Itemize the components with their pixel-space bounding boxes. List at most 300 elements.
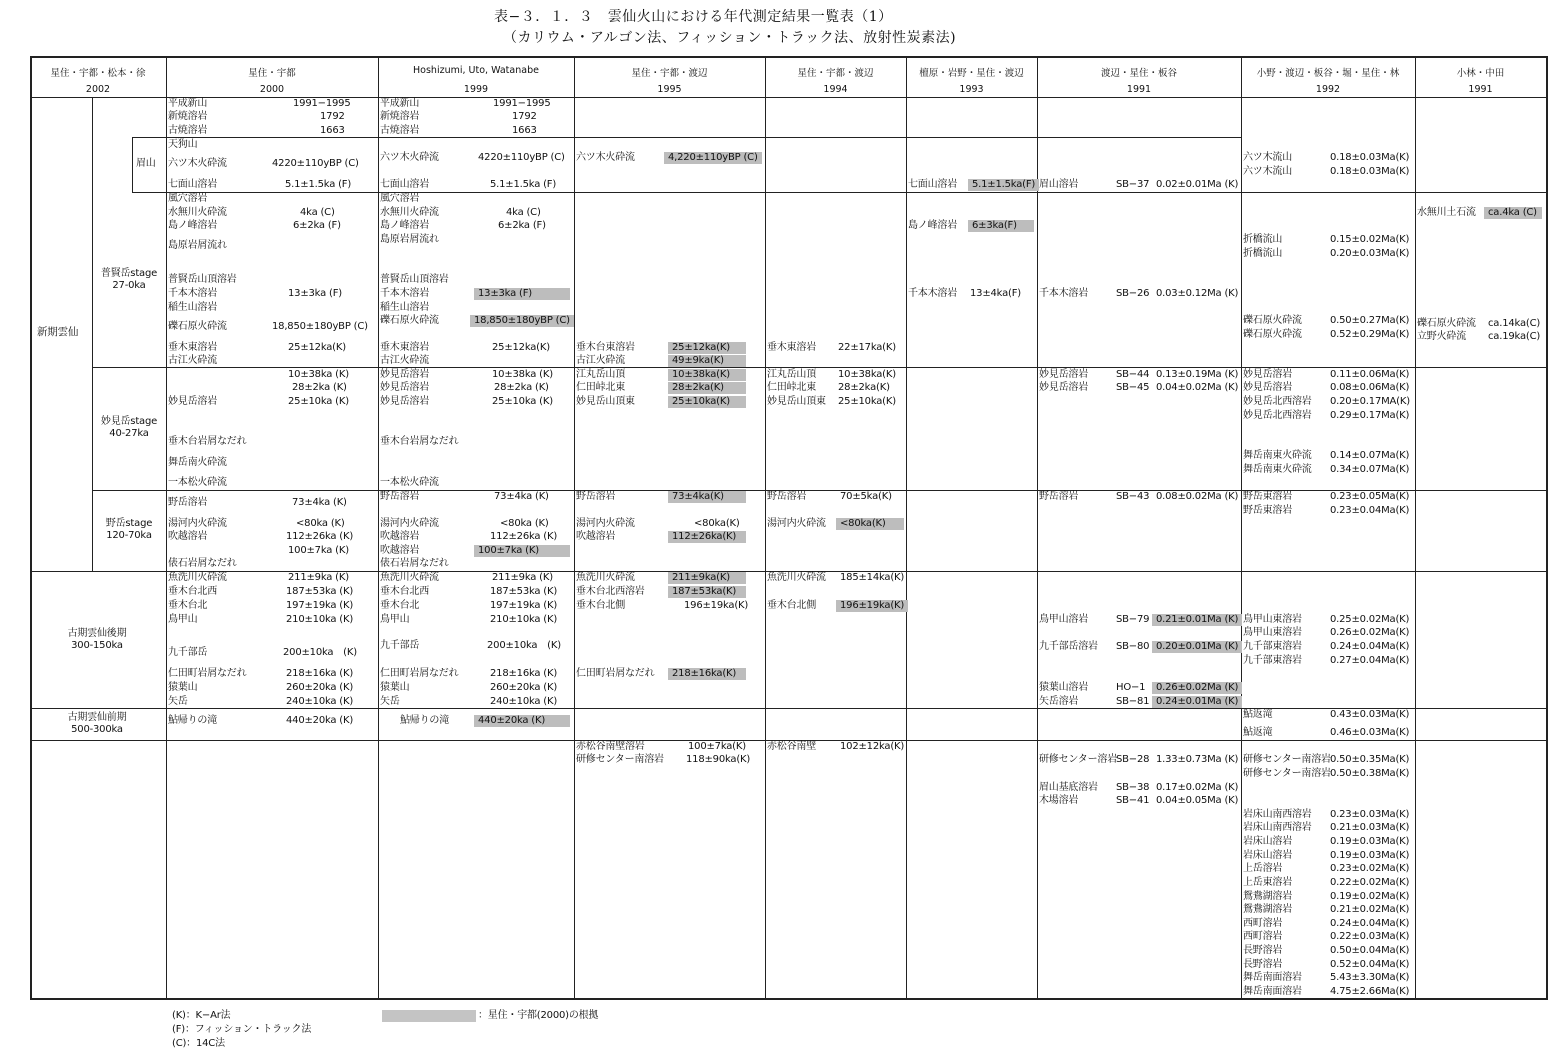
table-cell: 200±10ka (K) <box>283 647 357 658</box>
table-cell: ca.14ka(C) <box>1488 318 1541 329</box>
table-cell: 0.08±0.06Ma(K) <box>1330 382 1410 393</box>
table-cell: 100±7ka (K) <box>288 545 349 556</box>
table-cell: 水無川火砕流 <box>380 207 439 218</box>
table-cell: 鳥甲山 <box>380 614 410 625</box>
table-cell: 0.18±0.03Ma(K) <box>1330 152 1410 163</box>
table-cell: 研修センター南溶岩 <box>1243 754 1331 765</box>
table-cell: 25±12ka(K) <box>492 342 550 353</box>
table-cell: 岩床山溶岩 <box>1243 850 1292 861</box>
table-cell: 0.25±0.02Ma(K) <box>1330 614 1410 625</box>
table-cell: 1991−1995 <box>293 98 351 109</box>
table-cell: 112±26ka (K) <box>490 531 558 542</box>
table-cell: 野岳溶岩 <box>576 491 616 502</box>
table-cell: 舞岳南火砕流 <box>168 457 227 468</box>
table-cell: 0.13±0.19Ma (K) <box>1156 369 1239 380</box>
table-cell: 妙見岳溶岩 <box>168 396 217 407</box>
table-cell: 垂木台北西溶岩 <box>576 586 645 597</box>
table-cell: 一本松火砕流 <box>380 477 439 488</box>
table-cell: 1663 <box>320 125 345 136</box>
table-cell: 天狗山 <box>168 139 198 150</box>
table-cell: 普賢岳山頂溶岩 <box>380 274 449 285</box>
table-cell: 440±20ka (K) <box>286 715 354 726</box>
table-cell: 礫石原火砕流 <box>1417 318 1476 329</box>
table-cell: 野岳溶岩 <box>767 491 807 502</box>
table-cell: 240±10ka (K) <box>286 696 354 707</box>
mayuyama-divider <box>132 137 133 193</box>
table-cell: 古江火砕流 <box>168 355 217 366</box>
table-cell: 折橋流山 <box>1243 234 1283 245</box>
table-cell: 岩床山溶岩 <box>1243 836 1292 847</box>
header-divider <box>30 97 1546 98</box>
table-cell: 218±16ka (K) <box>490 668 558 679</box>
table-cell: 古江火砕流 <box>576 355 625 366</box>
table-cell: 矢岳溶岩 <box>1039 696 1079 707</box>
table-cell: <80ka (K) <box>296 518 345 529</box>
table-cell: SB−28 <box>1116 754 1150 765</box>
table-cell: 鮎帰りの滝 <box>400 715 449 726</box>
table-cell: 0.27±0.04Ma(K) <box>1330 655 1410 666</box>
table-cell: 0.19±0.03Ma(K) <box>1330 836 1410 847</box>
table-cell: 垂木台東溶岩 <box>576 342 635 353</box>
table-cell: 鴛鴦湖溶岩 <box>1243 891 1292 902</box>
table-cell: 211±9ka (K) <box>288 572 349 583</box>
table-cell: 九千部岳 <box>168 647 208 658</box>
table-cell: 魚洗川火砕流 <box>380 572 439 583</box>
table-cell: 鮎返滝 <box>1243 709 1273 720</box>
table-cell: 島原岩屑流れ <box>168 240 227 251</box>
table-cell: 魚洗川火砕流 <box>767 572 826 583</box>
column-divider <box>765 56 766 998</box>
table-cell: 0.20±0.03Ma(K) <box>1330 248 1410 259</box>
table-cell-highlighted: <80ka(K) <box>836 518 904 530</box>
table-cell: 5.1±1.5ka (F) <box>285 179 352 190</box>
table-cell: 6±2ka (F) <box>293 220 341 231</box>
table-cell: 吹越溶岩 <box>380 531 420 542</box>
column-divider <box>1415 56 1416 998</box>
column-header-authors: 渡辺・星住・板谷 <box>1100 68 1177 79</box>
table-cell: 垂木台北 <box>168 600 208 611</box>
table-cell: 稲生山溶岩 <box>380 302 429 313</box>
stage-subdivider <box>92 97 93 572</box>
table-cell: 水無川土石流 <box>1417 207 1476 218</box>
table-cell: 島原岩屑流れ <box>380 234 439 245</box>
table-cell: 平成新山 <box>168 98 208 109</box>
table-cell: 垂木台北西 <box>380 586 429 597</box>
table-cell: 0.02±0.01Ma (K) <box>1156 179 1239 190</box>
table-cell-highlighted: 0.24±0.01Ma (K) <box>1152 696 1242 708</box>
table-cell: 196±19ka(K) <box>684 600 749 611</box>
table-cell: 古焼溶岩 <box>168 125 208 136</box>
stage-mayuyama-label: 眉山 <box>136 158 156 169</box>
table-cell-highlighted: 440±20ka (K) <box>474 715 570 727</box>
table-cell: 千本木溶岩 <box>908 288 957 299</box>
table-cell: 湯河内火砕流 <box>767 518 826 529</box>
table-cell: 200±10ka (K) <box>487 640 561 651</box>
table-cell: 0.04±0.05Ma (K) <box>1156 795 1239 806</box>
table-border-bottom <box>30 998 1546 1000</box>
table-cell: 13±4ka(F) <box>970 288 1021 299</box>
table-cell: SB−79 <box>1116 614 1150 625</box>
table-cell: 197±19ka (K) <box>490 600 558 611</box>
table-cell: 稲生山溶岩 <box>168 302 217 313</box>
column-divider <box>906 56 907 998</box>
table-cell: 0.14±0.07Ma(K) <box>1330 450 1410 461</box>
table-cell: 一本松火砕流 <box>168 477 227 488</box>
table-cell: 0.26±0.02Ma(K) <box>1330 627 1410 638</box>
table-cell: 野岳東溶岩 <box>1243 491 1292 502</box>
table-cell: 礫石原火砕流 <box>1243 329 1302 340</box>
table-cell: 0.34±0.07Ma(K) <box>1330 464 1410 475</box>
table-cell: 垂木台岩屑なだれ <box>380 436 459 447</box>
table-cell: 4ka (C) <box>300 207 335 218</box>
table-cell: 俵石岩屑なだれ <box>380 558 449 569</box>
table-cell-highlighted: 49±9ka(K) <box>668 355 746 367</box>
table-cell: SB−26 <box>1116 288 1150 299</box>
table-cell: 舞岳南東火砕流 <box>1243 450 1312 461</box>
table-cell-highlighted: 10±38ka(K) <box>668 369 746 381</box>
table-cell-highlighted: 25±12ka(K) <box>668 342 746 354</box>
table-cell: 吹越溶岩 <box>380 545 420 556</box>
table-cell-highlighted: 0.20±0.01Ma (K) <box>1152 641 1242 653</box>
table-cell: 眉山溶岩 <box>1039 179 1079 190</box>
stage-koki-late-label: 古期雲仙後期 300-150ka <box>67 628 127 651</box>
table-cell: 垂木台北側 <box>576 600 625 611</box>
table-cell: 10±38ka (K) <box>288 369 349 380</box>
table-cell: 0.23±0.05Ma(K) <box>1330 491 1410 502</box>
table-cell: 長野溶岩 <box>1243 945 1283 956</box>
table-cell: 0.11±0.06Ma(K) <box>1330 369 1410 380</box>
table-cell: 0.19±0.03Ma(K) <box>1330 850 1410 861</box>
table-cell: 鳥甲山 <box>168 614 198 625</box>
table-cell: 礫石原火砕流 <box>1243 315 1302 326</box>
table-cell: 4220±110yBP (C) <box>478 152 565 163</box>
table-cell: 妙見岳北西溶岩 <box>1243 410 1312 421</box>
table-cell: 仁田峠北東 <box>767 382 816 393</box>
table-cell: 妙見岳山頂東 <box>767 396 826 407</box>
table-cell: 25±10ka(K) <box>838 396 896 407</box>
table-cell: 0.43±0.03Ma(K) <box>1330 709 1410 720</box>
table-cell: 古焼溶岩 <box>380 125 420 136</box>
table-cell: 仁田町岩屑なだれ <box>380 668 459 679</box>
column-header-year: 1995 <box>657 84 682 95</box>
table-cell: 0.50±0.27Ma(K) <box>1330 315 1410 326</box>
table-cell: 江丸岳山頂 <box>767 369 816 380</box>
table-cell: 九千部岳溶岩 <box>1039 641 1098 652</box>
table-cell-highlighted: 218±16ka(K) <box>668 668 746 680</box>
table-cell: <80ka(K) <box>694 518 740 529</box>
legend-method-c: (C)：14C法 <box>172 1038 225 1049</box>
table-cell: 舞岳南面溶岩 <box>1243 986 1302 997</box>
table-cell: 風穴溶岩 <box>168 193 208 204</box>
table-cell: 島ノ峰溶岩 <box>908 220 957 231</box>
table-cell: 鮎帰りの滝 <box>168 715 217 726</box>
table-cell: 187±53ka (K) <box>490 586 558 597</box>
table-cell: 鳥甲山東溶岩 <box>1243 627 1302 638</box>
column-divider <box>1241 56 1242 998</box>
table-cell: 六ツ木火砕流 <box>168 158 227 169</box>
table-cell: 妙見岳溶岩 <box>380 382 429 393</box>
row-divider <box>132 192 1546 193</box>
table-cell: 新焼溶岩 <box>380 111 420 122</box>
table-cell: 六ツ木火砕流 <box>576 152 635 163</box>
table-cell-highlighted: 28±2ka(K) <box>668 382 746 394</box>
table-border-right <box>1546 56 1548 1000</box>
table-cell: 千本木溶岩 <box>168 288 217 299</box>
table-subtitle: （カリウム・アルゴン法、フィッション・トラック法、放射性炭素法) <box>503 30 957 46</box>
table-cell: 普賢岳山頂溶岩 <box>168 274 237 285</box>
table-cell: 俵石岩屑なだれ <box>168 558 237 569</box>
table-cell: 118±90ka(K) <box>686 754 751 765</box>
table-cell: 水無川火砕流 <box>168 207 227 218</box>
table-cell: 九千部岳 <box>380 640 420 651</box>
table-cell-highlighted: 0.26±0.02Ma (K) <box>1152 682 1242 694</box>
table-cell: 0.18±0.03Ma(K) <box>1330 166 1410 177</box>
table-cell: 4ka (C) <box>506 207 541 218</box>
table-cell-highlighted: 100±7ka (K) <box>474 545 570 557</box>
table-cell: 妙見岳溶岩 <box>380 396 429 407</box>
table-cell: 112±26ka (K) <box>286 531 354 542</box>
column-divider <box>166 56 167 998</box>
table-cell: 仁田町岩屑なだれ <box>168 668 247 679</box>
column-divider <box>574 56 575 998</box>
table-cell: 鴛鴦湖溶岩 <box>1243 904 1292 915</box>
table-cell: 0.21±0.03Ma(K) <box>1330 822 1410 833</box>
table-cell: 礫石原火砕流 <box>380 315 439 326</box>
table-cell: 西町溶岩 <box>1243 931 1283 942</box>
column-header-authors: 小野・渡辺・板谷・堀・星住・林 <box>1256 68 1400 79</box>
table-cell: 4220±110yBP (C) <box>272 158 359 169</box>
table-cell: 鳥甲山東溶岩 <box>1243 614 1302 625</box>
table-cell: 0.04±0.02Ma (K) <box>1156 382 1239 393</box>
table-cell: 28±2ka(K) <box>838 382 890 393</box>
stage-shinki-label: 新期雲仙 <box>37 326 79 338</box>
table-cell: ca.19ka(C) <box>1488 331 1541 342</box>
table-cell: 0.20±0.17MA(K) <box>1330 396 1410 407</box>
table-cell: <80ka (K) <box>500 518 549 529</box>
table-cell-highlighted: 4,220±110yBP (C) <box>664 152 762 164</box>
table-cell: 197±19ka (K) <box>286 600 354 611</box>
table-cell: 岩床山南西溶岩 <box>1243 822 1312 833</box>
table-cell: 赤松谷南壁 <box>767 741 816 752</box>
column-header-year: 1991 <box>1468 84 1493 95</box>
table-cell-highlighted: 187±53ka(K) <box>668 586 746 598</box>
table-cell: 73±4ka (K) <box>292 497 347 508</box>
table-border-top <box>30 56 1546 58</box>
table-cell: 垂木台北 <box>380 600 420 611</box>
legend-shade-swatch <box>382 1010 476 1022</box>
table-cell: 新焼溶岩 <box>168 111 208 122</box>
table-cell: 0.50±0.04Ma(K) <box>1330 945 1410 956</box>
table-cell: SB−43 <box>1116 491 1150 502</box>
table-cell: 22±17ka(K) <box>838 342 896 353</box>
table-cell: 島ノ峰溶岩 <box>380 220 429 231</box>
table-cell: 25±10ka (K) <box>492 396 553 407</box>
table-cell: 立野火砕流 <box>1417 331 1466 342</box>
table-cell: 九千部東溶岩 <box>1243 655 1302 666</box>
table-cell: SB−45 <box>1116 382 1150 393</box>
table-cell-highlighted: 5.1±1.5ka(F) <box>968 179 1039 191</box>
table-cell: 鳥甲山溶岩 <box>1039 614 1088 625</box>
table-cell: 1663 <box>512 125 537 136</box>
table-cell: 矢岳 <box>380 696 400 707</box>
table-cell: 妙見岳溶岩 <box>1039 382 1088 393</box>
table-cell: 0.22±0.03Ma(K) <box>1330 931 1410 942</box>
table-cell: 1792 <box>320 111 345 122</box>
table-cell: 垂木台北西 <box>168 586 217 597</box>
column-header-year: 2002 <box>85 84 111 95</box>
table-cell: 240±10ka (K) <box>490 696 558 707</box>
table-cell: 260±20ka (K) <box>490 682 558 693</box>
table-cell: 5.1±1.5ka (F) <box>490 179 557 190</box>
column-header-authors: 星住・宇都・渡辺 <box>631 68 708 79</box>
table-cell: 六ツ木火砕流 <box>380 152 439 163</box>
table-cell: 舞岳南東火砕流 <box>1243 464 1312 475</box>
table-cell: 猿葉山 <box>168 682 198 693</box>
table-cell: 垂木東溶岩 <box>767 342 816 353</box>
table-cell: 吹越溶岩 <box>576 531 616 542</box>
table-border-left <box>30 56 32 998</box>
table-cell: 木場溶岩 <box>1039 795 1079 806</box>
table-cell-highlighted: ca.4ka (C) <box>1484 207 1542 219</box>
table-cell: SB−38 <box>1116 782 1150 793</box>
table-cell: 鮎返滝 <box>1243 727 1273 738</box>
table-cell: 野岳溶岩 <box>1039 491 1079 502</box>
table-cell: 岩床山南西溶岩 <box>1243 809 1312 820</box>
column-header-year: 1991 <box>1126 84 1152 95</box>
table-cell: 九千部東溶岩 <box>1243 641 1302 652</box>
table-cell: 魚洗川火砕流 <box>168 572 227 583</box>
table-cell: 矢岳 <box>168 696 188 707</box>
column-header-authors: 檀原・岩野・星住・渡辺 <box>919 68 1024 79</box>
table-cell: 100±7ka(K) <box>688 741 746 752</box>
table-cell-highlighted: 73±4ka(K) <box>668 491 746 503</box>
legend-shade-label: ：星住・宇都(2000)の根拠 <box>478 1010 599 1021</box>
table-cell: 長野溶岩 <box>1243 959 1283 970</box>
column-header-year: 1992 <box>1315 84 1341 95</box>
stage-koki-early-label: 古期雲仙前期 500-300ka <box>67 712 127 735</box>
table-cell: 5.43±3.30Ma(K) <box>1330 972 1410 983</box>
stage-myoken-label: 妙見岳stage 40-27ka <box>100 416 158 439</box>
table-cell: 0.23±0.02Ma(K) <box>1330 863 1410 874</box>
table-cell: 眉山基底溶岩 <box>1039 782 1098 793</box>
table-cell: HO−1 <box>1116 682 1146 693</box>
table-cell: 218±16ka (K) <box>286 668 354 679</box>
table-cell: 18,850±180yBP (C) <box>272 321 368 332</box>
table-cell: 西町溶岩 <box>1243 918 1283 929</box>
column-divider <box>1037 56 1038 998</box>
table-cell: 211±9ka (K) <box>492 572 553 583</box>
table-cell: 古江火砕流 <box>380 355 429 366</box>
column-header-year: 1994 <box>823 84 848 95</box>
table-cell: 舞岳南面溶岩 <box>1243 972 1302 983</box>
table-cell: 吹越溶岩 <box>168 531 208 542</box>
table-cell: 折橋流山 <box>1243 248 1283 259</box>
table-cell: 野岳東溶岩 <box>1243 505 1292 516</box>
table-cell: 猿葉山溶岩 <box>1039 682 1088 693</box>
table-cell: 千本木溶岩 <box>1039 288 1088 299</box>
table-cell: 210±10ka (K) <box>286 614 354 625</box>
table-cell: 江丸岳山頂 <box>576 369 625 380</box>
table-cell: 妙見岳溶岩 <box>1039 369 1088 380</box>
table-cell: 0.24±0.04Ma(K) <box>1330 641 1410 652</box>
table-cell: 野岳溶岩 <box>380 491 420 502</box>
table-cell: 垂木台岩屑なだれ <box>168 436 247 447</box>
table-cell: 0.17±0.02Ma (K) <box>1156 782 1239 793</box>
table-title: 表−３．１．３ 雲仙火山における年代測定結果一覧表（1） <box>494 9 893 25</box>
table-cell: 七面山溶岩 <box>168 179 217 190</box>
table-cell: 猿葉山 <box>380 682 410 693</box>
table-cell: 礫石原火砕流 <box>168 321 227 332</box>
table-cell: 妙見岳溶岩 <box>1243 382 1292 393</box>
table-cell-highlighted: 18,850±180yBP (C) <box>470 315 574 327</box>
table-cell: 湯河内火砕流 <box>576 518 635 529</box>
table-cell: 上岳東溶岩 <box>1243 877 1292 888</box>
row-divider <box>92 367 1546 368</box>
table-cell: 赤松谷南壁溶岩 <box>576 741 645 752</box>
table-cell: 10±38ka(K) <box>838 369 896 380</box>
table-cell: 垂木東溶岩 <box>380 342 429 353</box>
table-cell-highlighted: 112±26ka(K) <box>668 531 746 543</box>
table-cell: 13±3ka (F) <box>288 288 342 299</box>
legend-method-f: (F)：フィッション・トラック法 <box>172 1024 312 1035</box>
stage-fugen-label: 普賢岳stage 27-0ka <box>100 268 158 291</box>
table-cell: 千本木溶岩 <box>380 288 429 299</box>
table-cell: 湯河内火砕流 <box>168 518 227 529</box>
table-cell: SB−37 <box>1116 179 1150 190</box>
table-cell: 0.50±0.35Ma(K) <box>1330 754 1410 765</box>
table-cell-highlighted: 25±10ka(K) <box>668 396 746 408</box>
table-cell: 七面山溶岩 <box>908 179 957 190</box>
table-cell: 研修センター溶岩 <box>1039 754 1117 765</box>
table-cell: 魚洗川火砕流 <box>576 572 635 583</box>
table-cell: 102±12ka(K) <box>840 741 905 752</box>
row-divider <box>132 137 907 138</box>
table-cell: 六ツ木流山 <box>1243 166 1292 177</box>
table-cell: SB−44 <box>1116 369 1150 380</box>
table-cell: 仁田峠北東 <box>576 382 625 393</box>
table-cell: SB−41 <box>1116 795 1150 806</box>
table-cell: 210±10ka (K) <box>490 614 558 625</box>
table-cell: 28±2ka (K) <box>292 382 347 393</box>
column-header-year: 1999 <box>463 84 489 95</box>
table-cell: 妙見岳北西溶岩 <box>1243 396 1312 407</box>
table-cell: SB−80 <box>1116 641 1150 652</box>
table-cell: 0.50±0.38Ma(K) <box>1330 768 1410 779</box>
table-cell: 七面山溶岩 <box>380 179 429 190</box>
table-cell: 187±53ka (K) <box>286 586 354 597</box>
table-cell: 研修センター南溶岩 <box>576 754 664 765</box>
table-cell: 28±2ka (K) <box>494 382 549 393</box>
table-cell-highlighted: 13±3ka (F) <box>474 288 570 300</box>
table-cell: 島ノ峰溶岩 <box>168 220 217 231</box>
column-header-year: 1993 <box>959 84 984 95</box>
table-cell: 野岳溶岩 <box>168 497 208 508</box>
table-cell: 風穴溶岩 <box>380 193 420 204</box>
column-header-authors: 星住・宇都 <box>248 68 296 79</box>
table-cell: 0.29±0.17Ma(K) <box>1330 410 1410 421</box>
table-cell: SB−81 <box>1116 696 1150 707</box>
row-divider <box>30 708 1546 709</box>
table-cell-highlighted: 6±3ka(F) <box>968 220 1034 232</box>
stage-nodake-label: 野岳stage 120-70ka <box>105 518 153 541</box>
table-cell: 0.52±0.29Ma(K) <box>1330 329 1410 340</box>
table-cell: 湯河内火砕流 <box>380 518 439 529</box>
table-cell: 妙見岳溶岩 <box>380 369 429 380</box>
table-cell: 0.21±0.02Ma(K) <box>1330 904 1410 915</box>
table-cell-highlighted: 211±9ka(K) <box>668 572 746 584</box>
table-cell: 六ツ木流山 <box>1243 152 1292 163</box>
table-cell: 1991−1995 <box>493 98 551 109</box>
